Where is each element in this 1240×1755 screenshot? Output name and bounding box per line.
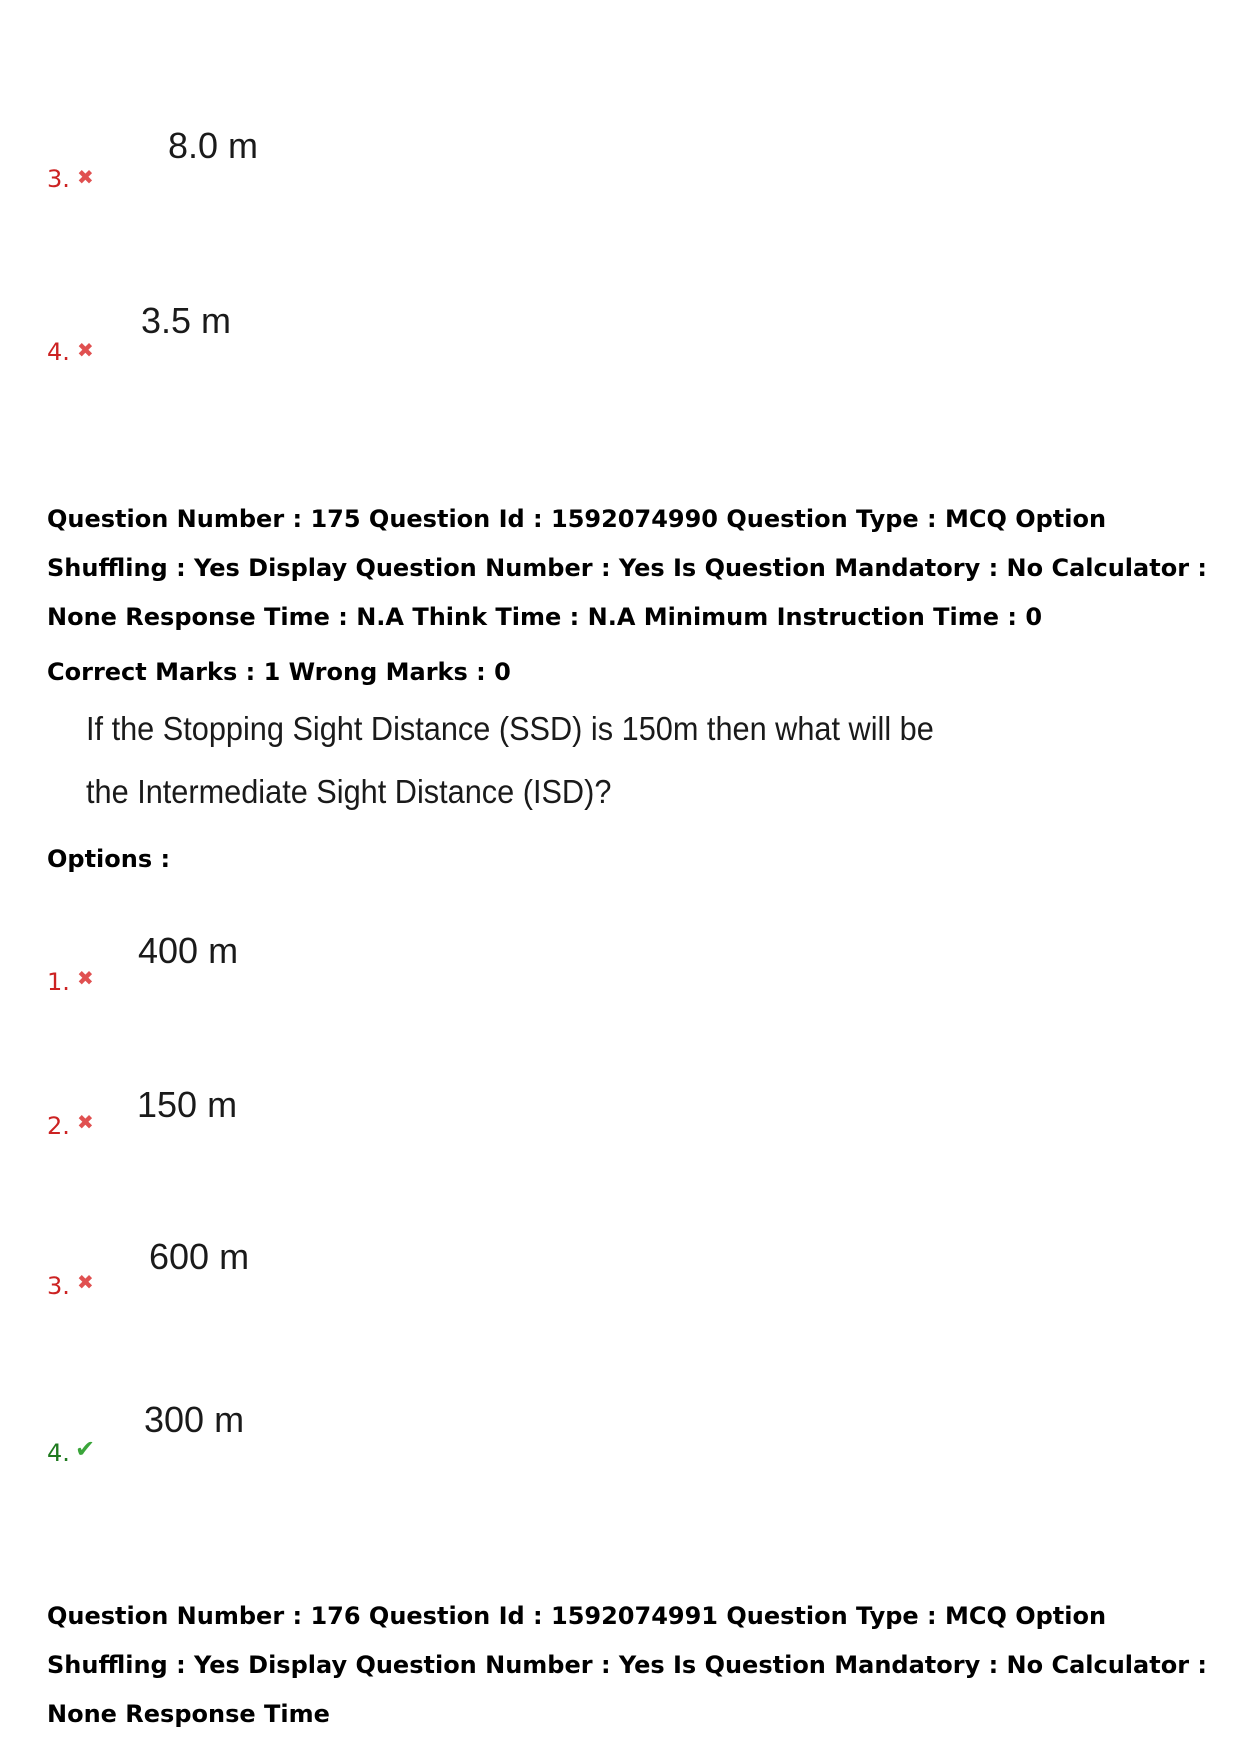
option-number: 4. (47, 338, 70, 366)
option-value: 150 m (137, 1084, 238, 1125)
check-icon: ✔ (75, 1435, 96, 1463)
options-label: Options : (47, 845, 171, 873)
option-row (0, 1236, 1240, 1300)
cross-icon: ✖ (77, 338, 94, 362)
option-number: 4. (47, 1439, 70, 1467)
option-row (0, 300, 1240, 366)
option-row (0, 1084, 1240, 1144)
option-number: 1. (47, 968, 70, 996)
question-text-line: If the Stopping Sight Distance (SSD) is 150m then what will be (86, 710, 934, 747)
option-value: 600 m (149, 1236, 250, 1277)
option-number: 2. (47, 1112, 70, 1140)
option-number: 3. (47, 165, 70, 193)
option-row (0, 125, 1240, 193)
option-number: 3. (47, 1272, 70, 1300)
cross-icon: ✖ (77, 1110, 94, 1134)
question-meta: Question Number : 175 Question Id : 1592074990 Question Type : MCQ Option Shuffling : Yes Display Question Number : Yes Is Question Mandatory : No Calculator : None Response Time : N.A Think Time : N.A Minimum Instruction Time : 0 (47, 505, 1207, 631)
option-value: 300 m (144, 1399, 245, 1440)
option-value: 400 m (138, 930, 239, 971)
question-meta: Question Number : 176 Question Id : 1592074991 Question Type : MCQ Option Shuffling : Yes Display Question Number : Yes Is Question Mandatory : No Calculator : None Response Time (47, 1602, 1207, 1728)
option-value: 8.0 m (168, 125, 259, 166)
option-row (0, 930, 1240, 996)
cross-icon: ✖ (77, 165, 94, 189)
question-marks: Correct Marks : 1 Wrong Marks : 0 (47, 658, 511, 686)
question-text-line: the Intermediate Sight Distance (ISD)? (86, 773, 612, 810)
cross-icon: ✖ (77, 1270, 94, 1294)
option-row (0, 1399, 1240, 1467)
option-value: 3.5 m (141, 300, 232, 341)
cross-icon: ✖ (77, 966, 94, 990)
